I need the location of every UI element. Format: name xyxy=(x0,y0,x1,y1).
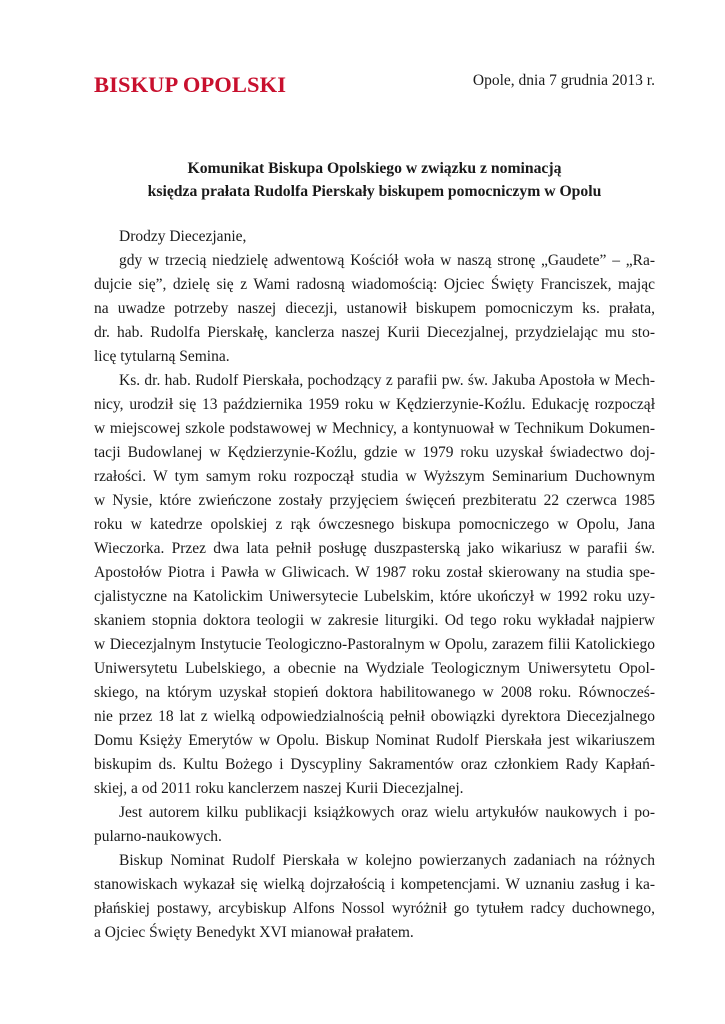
paragraph-line: stanowiskach wykazał się wielką dojrzałością i kompetencjami. W uznaniu zasług i ka- xyxy=(94,876,655,893)
paragraph-line: cjalistyczne na Katolickim Uniwersytecie Lubelskim, które ukończył w 1992 roku uzy- xyxy=(94,588,655,605)
paragraph-line: nicy, urodził się 13 października 1959 roku w Kędzierzynie-Koźlu. Edukację rozpoczął xyxy=(94,396,655,413)
paragraph-line: na uwadze potrzeby naszej diecezji, ustanowił biskupem pomocniczym ks. prałata, xyxy=(94,300,655,317)
paragraph-line: tacji Budowlanej w Kędzierzynie-Koźlu, gdzie w 1979 roku uzyskał świadectwo doj- xyxy=(94,444,655,461)
paragraph-line: Ks. dr. hab. Rudolf Pierskała, pochodzący z parafii pw. św. Jakuba Apostoła w Mech- xyxy=(119,372,655,389)
paragraph-line: płańskiej postawy, arcybiskup Alfons Nossol wyróżnił go tytułem radcy duchownego, xyxy=(94,900,655,917)
document-title xyxy=(94,157,655,203)
paragraph-line: dujcie się”, dzielę się z Wami radosną wiadomością: Ojciec Święty Franciszek, mając xyxy=(94,276,655,293)
paragraph-line: rzałości. W tym samym roku rozpoczął studia w Wyższym Seminarium Duchownym xyxy=(94,468,655,485)
paragraph-line: roku w katedrze opolskiej z rąk ówczesnego biskupa pomocniczego w Opolu, Jana xyxy=(94,516,655,533)
letter-body xyxy=(94,249,655,945)
letterhead xyxy=(94,70,659,106)
paragraph-line: skaniem stopnia doktora teologii w zakresie liturgiki. Od tego roku wykładał najpierw xyxy=(94,612,655,629)
paragraph-line: Domu Księży Emerytów w Opolu. Biskup Nominat Rudolf Pierskała jest wikariuszem xyxy=(94,732,655,749)
paragraph-line: gdy w trzecią niedzielę adwentową Kościół woła w naszą stronę „Gaudete” – „Ra- xyxy=(119,252,655,269)
paragraph-line: pularno-naukowych. xyxy=(94,828,222,845)
paragraph-line: w Diecezjalnym Instytucie Teologiczno-Pastoralnym w Opolu, zarazem filii Katolickiego xyxy=(94,636,655,653)
paragraph-line: Biskup Nominat Rudolf Pierskała w kolejno powierzanych zadaniach na różnych xyxy=(119,852,655,869)
title-line-2: księdza prałata Rudolfa Pierskały biskupem pomocniczym w Opolu xyxy=(147,183,602,200)
paragraph-line: licę tytularną Semina. xyxy=(94,348,230,365)
paragraph-line: skiego, na którym uzyskał stopień doktora habilitowanego w 2008 roku. Równocześ- xyxy=(94,684,655,701)
paragraph-line: dr. hab. Rudolfa Pierskałę, kanclerza naszej Kurii Diecezjalnej, przydzielając mu sto- xyxy=(94,324,655,341)
paragraph xyxy=(94,369,655,801)
paragraph-line: biskupim ds. Kultu Bożego i Dyscypliny Sakramentów oraz członkiem Rady Kapłań- xyxy=(94,756,655,773)
greeting: Drodzy Diecezjanie, xyxy=(119,228,247,245)
paragraph-line: nie przez 18 lat z wielką odpowiedzialnością pełnił obowiązki dyrektora Diecezjalnego xyxy=(94,708,655,725)
paragraph-line: Apostołów Piotra i Pawła w Gliwicach. W 1987 roku został skierowany na studia spe- xyxy=(94,564,655,581)
paragraph-line: Jest autorem kilku publikacji książkowych oraz wielu artykułów naukowych i po- xyxy=(119,804,655,821)
title-line-1: Komunikat Biskupa Opolskiego w związku z nominacją xyxy=(187,160,562,177)
paragraph-line: a Ojciec Święty Benedykt XVI mianował prałatem. xyxy=(94,924,414,941)
paragraph-line: w miejscowej szkole podstawowej w Mechnicy, a kontynuował w Technikum Dokumen- xyxy=(94,420,655,437)
paragraph xyxy=(94,849,655,945)
org-title: BISKUP OPOLSKI xyxy=(94,72,287,97)
paragraph-line: skiej, a od 2011 roku kanclerzem naszej Kurii Diecezjalnej. xyxy=(94,780,464,797)
paragraph xyxy=(94,249,655,369)
paragraph-line: w Nysie, które zwieńczone zostały przyjęciem święceń prezbiteratu 22 czerwca 1985 xyxy=(94,492,655,509)
paragraph xyxy=(94,801,655,849)
paragraph-line: Wieczorka. Przez dwa lata pełnił posługę duszpasterską jako wikariusz w parafii św. xyxy=(94,540,655,557)
paragraph-line: Uniwersytetu Lubelskiego, a obecnie na Wydziale Teologicznym Uniwersytetu Opol- xyxy=(94,660,655,677)
date-line: Opole, dnia 7 grudnia 2013 r. xyxy=(472,72,655,89)
